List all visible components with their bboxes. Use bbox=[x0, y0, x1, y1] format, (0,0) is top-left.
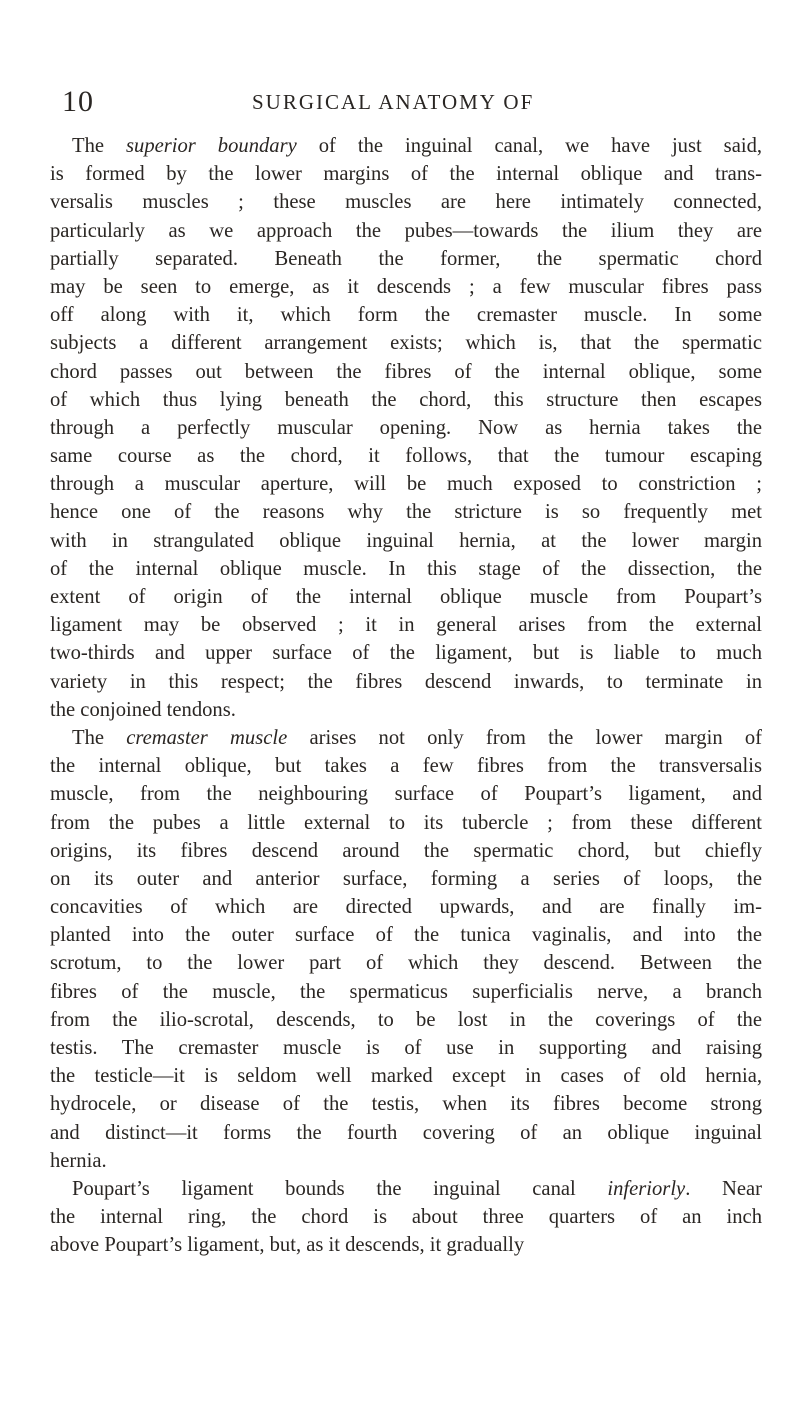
italic-term: inferiorly bbox=[607, 1177, 686, 1200]
text-segment: The bbox=[72, 135, 127, 157]
text-segment: through a muscular aperture, will be much exposed to constriction ; bbox=[50, 473, 762, 496]
text-line bbox=[50, 809, 762, 837]
text-line bbox=[50, 1147, 762, 1175]
text-line bbox=[50, 893, 762, 921]
text-line bbox=[50, 1062, 762, 1090]
text-line bbox=[50, 386, 762, 414]
text-line bbox=[50, 414, 762, 442]
text-segment: the internal ring, the chord is about three quarters of an inch bbox=[50, 1206, 762, 1229]
text-segment: planted into the outer surface of the tunica vaginalis, and into the bbox=[50, 924, 762, 947]
text-segment: Poupart’s ligament bounds the inguinal canal bbox=[72, 1177, 608, 1200]
text-line bbox=[50, 329, 762, 357]
text-line bbox=[50, 639, 762, 667]
text-line bbox=[50, 865, 762, 893]
text-segment: from the pubes a little external to its tubercle ; from these different bbox=[50, 811, 762, 834]
text-segment: of which thus lying beneath the chord, this structure then escapes bbox=[50, 388, 762, 411]
text-segment: The bbox=[72, 726, 127, 749]
text-segment: concavities of which are directed upwards, and are finally im- bbox=[50, 896, 762, 919]
text-line bbox=[50, 1090, 762, 1118]
text-segment: muscle, from the neighbouring surface of Poupart’s ligament, and bbox=[50, 783, 762, 806]
text-segment: variety in this respect; the fibres descend inwards, to terminate in bbox=[50, 670, 762, 693]
text-segment: off along with it, which form the cremaster muscle. In some bbox=[50, 304, 762, 327]
text-line bbox=[50, 1034, 762, 1062]
text-segment: the conjoined tendons. bbox=[50, 698, 236, 721]
text-segment: of the inguinal canal, we have just said, bbox=[296, 135, 763, 157]
text-segment: origins, its fibres descend around the spermatic chord, but chiefly bbox=[50, 839, 762, 862]
text-segment: may be seen to emerge, as it descends ; a few muscular fibres pass bbox=[50, 275, 762, 298]
text-segment: of the internal oblique muscle. In this stage of the dissection, the bbox=[50, 557, 762, 580]
text-line bbox=[50, 1231, 762, 1259]
text-line bbox=[50, 1006, 762, 1034]
italic-term: cremaster muscle bbox=[126, 726, 288, 749]
text-segment: partially separated. Beneath the former, the spermatic chord bbox=[50, 247, 762, 270]
text-segment: subjects a different arrangement exists; which is, that the spermatic bbox=[50, 332, 762, 355]
text-line bbox=[50, 1175, 762, 1203]
text-line bbox=[50, 442, 762, 470]
text-line bbox=[50, 780, 762, 808]
text-segment: and distinct—it forms the fourth covering of an oblique inguinal bbox=[50, 1121, 762, 1144]
text-line bbox=[50, 1203, 762, 1231]
text-segment: hydrocele, or disease of the testis, when its fibres become strong bbox=[50, 1093, 762, 1116]
text-line bbox=[50, 160, 762, 188]
text-line bbox=[50, 1119, 762, 1147]
text-line bbox=[50, 583, 762, 611]
text-line bbox=[50, 132, 762, 160]
text-segment: extent of origin of the internal oblique muscle from Poupart’s bbox=[50, 586, 762, 608]
text-segment: testis. The cremaster muscle is of use in supporting and raising bbox=[50, 1037, 762, 1059]
text-segment: on its outer and anterior surface, forming a series of loops, the bbox=[50, 867, 762, 890]
text-line bbox=[50, 555, 762, 583]
page-number: 10 bbox=[62, 85, 94, 118]
text-line bbox=[50, 188, 762, 216]
text-line bbox=[50, 611, 762, 639]
text-line bbox=[50, 273, 762, 301]
text-segment: hernia. bbox=[50, 1149, 107, 1172]
text-segment: chord passes out between the fibres of the internal oblique, some bbox=[50, 360, 762, 383]
text-line bbox=[50, 837, 762, 865]
text-line bbox=[50, 921, 762, 949]
text-segment: versalis muscles ; these muscles are here intimately connected, bbox=[50, 191, 762, 214]
text-segment: above Poupart’s ligament, but, as it descends, it gradually bbox=[50, 1234, 525, 1257]
text-segment: arises not only from the lower margin of bbox=[287, 726, 762, 749]
text-segment: ligament may be observed ; it in general arises from the external bbox=[50, 614, 762, 637]
text-segment: the testicle—it is seldom well marked except in cases of old hernia, bbox=[50, 1065, 762, 1088]
text-segment: the internal oblique, but takes a few fibres from the transversalis bbox=[50, 755, 762, 778]
text-segment: hence one of the reasons why the stricture is so frequently met bbox=[50, 501, 762, 524]
text-segment: is formed by the lower margins of the internal oblique and trans- bbox=[50, 163, 762, 186]
text-line bbox=[50, 217, 762, 245]
running-head: SURGICAL ANATOMY OF bbox=[252, 90, 535, 114]
text-line bbox=[50, 301, 762, 329]
body-text bbox=[50, 132, 762, 1260]
text-line bbox=[50, 668, 762, 696]
text-segment: with in strangulated oblique inguinal hernia, at the lower margin bbox=[50, 529, 762, 552]
text-line bbox=[50, 470, 762, 498]
text-line bbox=[50, 696, 762, 724]
text-line bbox=[50, 358, 762, 386]
italic-term: superior boundary bbox=[126, 135, 297, 157]
text-line bbox=[50, 752, 762, 780]
text-line bbox=[50, 978, 762, 1006]
text-line bbox=[50, 245, 762, 273]
text-segment: scrotum, to the lower part of which they descend. Between the bbox=[50, 952, 762, 975]
text-segment: same course as the chord, it follows, that the tumour escaping bbox=[50, 445, 762, 468]
text-segment: through a perfectly muscular opening. Now as hernia takes the bbox=[50, 416, 762, 439]
text-line bbox=[50, 527, 762, 555]
text-segment: particularly as we approach the pubes—towards the ilium they are bbox=[50, 219, 762, 242]
text-line bbox=[50, 498, 762, 526]
text-segment: two-thirds and upper surface of the ligament, but is liable to much bbox=[50, 642, 762, 665]
text-segment: fibres of the muscle, the spermaticus superficialis nerve, a branch bbox=[50, 980, 762, 1003]
text-segment: from the ilio-scrotal, descends, to be lost in the coverings of the bbox=[50, 1008, 762, 1031]
text-line bbox=[50, 949, 762, 977]
page-header bbox=[62, 84, 762, 120]
text-segment: . Near bbox=[685, 1177, 763, 1200]
text-line bbox=[50, 724, 762, 752]
